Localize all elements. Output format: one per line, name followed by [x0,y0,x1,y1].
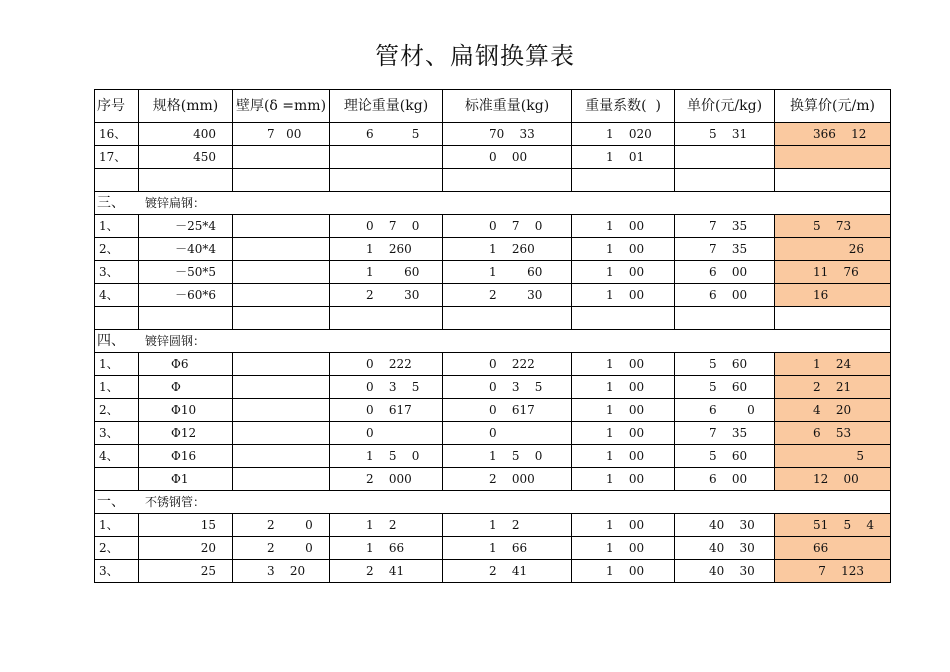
table-cell: 5 60 [675,445,775,468]
table-cell: 1 01 [572,146,675,169]
converted-price-cell: 4 20 [775,399,891,422]
table-cell: －40*4 [139,238,233,261]
section-number: 一、 [97,494,125,510]
table-cell: 2 30 [443,284,572,307]
empty-cell [775,169,891,192]
table-cell: 2 000 [443,468,572,491]
converted-price-cell: 2 21 [775,376,891,399]
table-cell: 1 5 0 [330,445,443,468]
converted-price-cell: 51 5 4 [775,514,891,537]
table-cell: 1 00 [572,514,675,537]
table-cell: 40 30 [675,537,775,560]
table-cell: 1 00 [572,445,675,468]
table-cell: 0 7 0 [330,215,443,238]
table-cell: 5 60 [675,353,775,376]
table-cell: 0 00 [443,146,572,169]
empty-cell [775,307,891,330]
table-cell [233,215,330,238]
table-cell: 2 0 [233,537,330,560]
table-cell [233,146,330,169]
table-cell: 0 617 [330,399,443,422]
header-cell: 单价(元/kg) [675,90,775,123]
table-row [95,376,891,399]
empty-cell [330,307,443,330]
table-cell: Φ [139,376,233,399]
table-cell: 15 [139,514,233,537]
section-label: 镀锌圆钢： [145,334,206,348]
table-cell: Φ16 [139,445,233,468]
blank-row [95,307,891,330]
table-cell: 1 2 [330,514,443,537]
table-cell: 5 31 [675,123,775,146]
table-cell [233,284,330,307]
table-cell: 6 5 [330,123,443,146]
table-cell: 1 260 [330,238,443,261]
empty-cell [572,169,675,192]
table-cell [233,445,330,468]
table-cell: 2、 [95,399,139,422]
converted-price-cell: 1 24 [775,353,891,376]
table-row [95,215,891,238]
table-cell: 1 00 [572,537,675,560]
table-row [95,284,891,307]
table-row [95,560,891,583]
table-cell: 3、 [95,261,139,284]
empty-cell [139,307,233,330]
converted-price-cell: 11 76 [775,261,891,284]
table-cell: 40 30 [675,560,775,583]
table-cell [330,146,443,169]
table-cell: 2 0 [233,514,330,537]
table-cell: 2、 [95,238,139,261]
converted-price-cell: 66 [775,537,891,560]
table-cell: －50*5 [139,261,233,284]
table-row [95,353,891,376]
table-cell: 1 60 [443,261,572,284]
table-cell: 0 [330,422,443,445]
header-cell: 换算价(元/m) [775,90,891,123]
converted-price-cell: 6 53 [775,422,891,445]
table-cell [233,353,330,376]
table-cell [233,399,330,422]
table-cell [233,238,330,261]
table-cell [95,468,139,491]
empty-cell [675,169,775,192]
table-cell: Φ10 [139,399,233,422]
section-number: 三、 [97,195,125,211]
table-cell: 0 [443,422,572,445]
table-cell: 400 [139,123,233,146]
table-cell: 4、 [95,284,139,307]
table-cell: 3、 [95,422,139,445]
converted-price-cell: 12 00 [775,468,891,491]
empty-cell [675,307,775,330]
table-cell: 5 60 [675,376,775,399]
empty-cell [330,169,443,192]
table-cell: 2 41 [330,560,443,583]
converted-price-cell [775,146,891,169]
header-cell: 规格(mm) [139,90,233,123]
table-cell: Φ12 [139,422,233,445]
table-cell [233,376,330,399]
table-cell: 0 7 0 [443,215,572,238]
table-cell: 2 41 [443,560,572,583]
converted-price-cell: 16 [775,284,891,307]
table-cell: 6 00 [675,284,775,307]
converted-price-cell: 5 73 [775,215,891,238]
table-cell: 1 5 0 [443,445,572,468]
table-row [95,468,891,491]
header-cell: 壁厚(δ =mm) [233,90,330,123]
empty-cell [443,169,572,192]
table-cell: 20 [139,537,233,560]
page-title: 管材、扁钢换算表 [375,42,575,70]
section-row [95,491,891,514]
table-cell: 40 30 [675,514,775,537]
empty-cell [572,307,675,330]
empty-cell [443,307,572,330]
table-cell: Φ6 [139,353,233,376]
header-cell: 标准重量(kg) [443,90,572,123]
table-cell: 6 00 [675,261,775,284]
table-cell: 1 66 [443,537,572,560]
section-heading [95,192,891,215]
table-cell [675,146,775,169]
table-cell: 1 66 [330,537,443,560]
section-row [95,330,891,353]
table-cell: 1 00 [572,468,675,491]
table-cell: －60*6 [139,284,233,307]
table-row [95,537,891,560]
table-cell: 1 00 [572,353,675,376]
table-cell: 6 0 [675,399,775,422]
converted-price-cell: 366 12 [775,123,891,146]
converted-price-cell: 7 123 [775,560,891,583]
table-cell: 0 222 [330,353,443,376]
table-cell [233,468,330,491]
table-cell: 0 3 5 [330,376,443,399]
header-cell: 重量系数( ) [572,90,675,123]
table-cell: －25*4 [139,215,233,238]
table-cell: 4、 [95,445,139,468]
table-cell: 1 020 [572,123,675,146]
table-cell [233,261,330,284]
table-row [95,146,891,169]
table-cell: 6 00 [675,468,775,491]
table-cell: 1 00 [572,238,675,261]
table-row [95,238,891,261]
table-cell: 2 000 [330,468,443,491]
table-cell: 0 617 [443,399,572,422]
table-cell: 0 3 5 [443,376,572,399]
table-cell: 1 2 [443,514,572,537]
table-cell: 1 60 [330,261,443,284]
table-row [95,261,891,284]
section-heading [95,330,891,353]
table-cell: 70 33 [443,123,572,146]
table-cell [233,422,330,445]
empty-cell [233,169,330,192]
table-cell: 1 00 [572,399,675,422]
table-row [95,399,891,422]
table-cell: 2 30 [330,284,443,307]
section-number: 四、 [97,333,125,349]
section-label: 镀锌扁钢： [145,196,206,210]
converted-price-cell: 5 [775,445,891,468]
section-heading [95,491,891,514]
table-cell: 1 00 [572,284,675,307]
table-cell: 1 00 [572,560,675,583]
table-cell: 450 [139,146,233,169]
table-cell: 7 35 [675,422,775,445]
blank-row [95,169,891,192]
table-cell: 0 222 [443,353,572,376]
table-cell: 1 00 [572,376,675,399]
table-cell: 1、 [95,353,139,376]
table-cell: 1、 [95,376,139,399]
table-cell: 1 260 [443,238,572,261]
table-cell: Φ1 [139,468,233,491]
table-row [95,445,891,468]
table-cell: 3 20 [233,560,330,583]
table-cell: 7 00 [233,123,330,146]
table-cell: 17、 [95,146,139,169]
table-cell: 16、 [95,123,139,146]
table-cell: 25 [139,560,233,583]
table-cell: 1 00 [572,261,675,284]
header-cell: 序号 [95,90,139,123]
table-row [95,514,891,537]
table-cell: 7 35 [675,238,775,261]
conversion-table [94,89,891,583]
converted-price-cell: 26 [775,238,891,261]
table-row [95,123,891,146]
header-cell: 理论重量(kg) [330,90,443,123]
table-cell: 7 35 [675,215,775,238]
section-row [95,192,891,215]
table-cell: 1 00 [572,422,675,445]
section-label: 不锈钢管： [145,495,206,509]
empty-cell [95,307,139,330]
table-cell: 2、 [95,537,139,560]
empty-cell [139,169,233,192]
table-cell: 1、 [95,514,139,537]
table-cell: 1 00 [572,215,675,238]
table-cell: 1、 [95,215,139,238]
empty-cell [95,169,139,192]
table-header-row [95,90,891,123]
table-cell: 3、 [95,560,139,583]
empty-cell [233,307,330,330]
table-row [95,422,891,445]
